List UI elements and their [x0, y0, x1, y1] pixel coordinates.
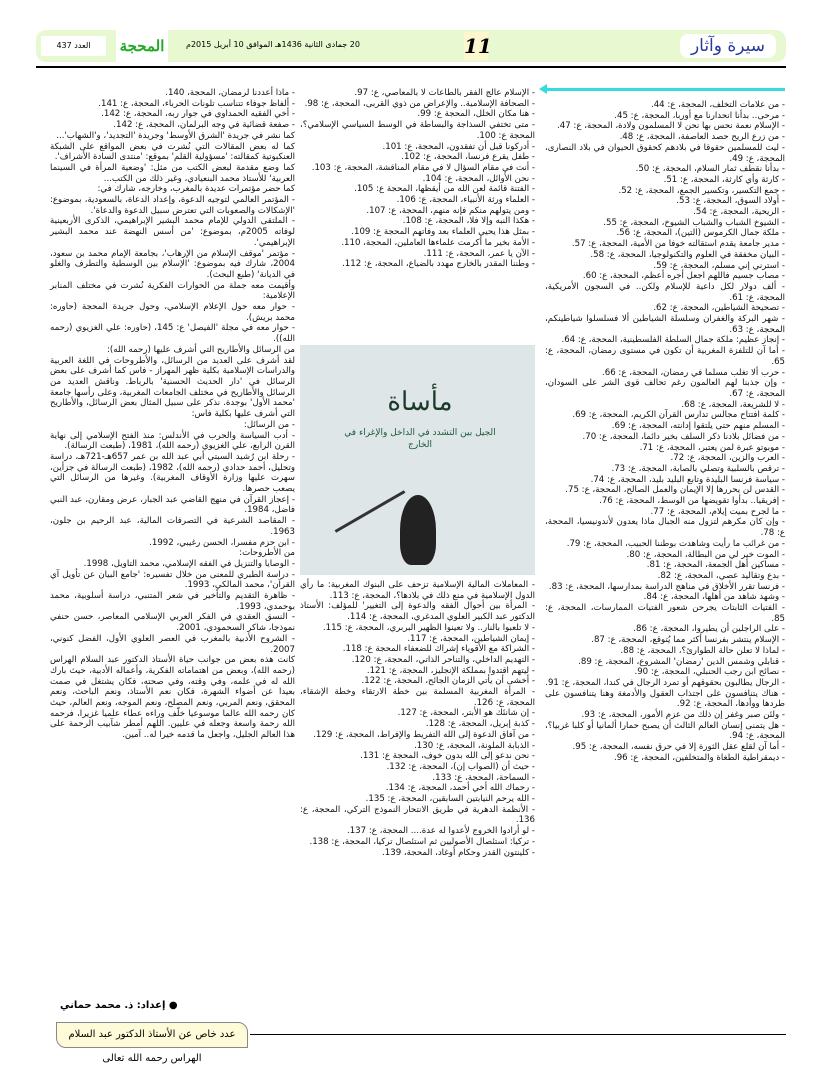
list-item: - إنجاز عظيم: ملكة جمال السلطة الفلسطينية، المحجة، ع: 64. [561, 335, 785, 346]
list-item: - على الراجلين أن يطيروا، المحجة، ع: 86. [633, 624, 785, 635]
list-item: - ما لجرح بميت إيلام، المحجة، ع: 77. [650, 506, 785, 517]
list-item: - هل يتمنى إنسان العالم الثالث أن يصبح حمارا ألمانيا أو كلبا غربيا؟، المحجة، ع: 94. [545, 720, 785, 742]
list-item: - ومن يتولهم منكم فإنه منهم، المحجة، ع: 107. [366, 205, 535, 216]
list-item: لقد أشرف على العديد من الرسائل، والأطروحات في اللغة العربية والدراسات الإسلامية بكلية ظهر المهراز - فاس كما أشرف على بعض الرسائل في 'دار الحديث الحسنية' بالرباط. وناقش العديد من الرسائل والأطاريح في مختلف الجامعات المغربية، وعلى رأسها جامعة 'محمد الأول' بوجدة. نذكر على سبيل المثال بعض الرسائل، والأطاريح التي أشرف عليها بكلية فاس: [50, 355, 295, 420]
list-item: - أخشى أن يأتي الزمان الجائح، المحجة، ع: 122. [361, 676, 535, 687]
list-item: - المسلم منهم حتى يلتقوا إدانته، المحجة، ع: 69. [611, 421, 785, 432]
list-item: - صفعة قضائية في وجه البرلمان، المحجة، ع: 142. [113, 120, 295, 131]
list-item: - إعجاز القرآن في منهج القاضي عبد الجبار، عرض ومقارن، عبد النبي فاضل، 1984. [50, 494, 295, 516]
list-item: - طفل يقرع فرنسا، المحجة، ع: 102. [401, 152, 535, 163]
list-item: - ظاهرة التقديم والتأخير في شعر المتنبي، دراسة أسلوبية، محمد بوحمدي، 1993. [50, 591, 295, 612]
list-item: - مؤتمر 'موقف الإسلام من الإرهاب'، بجامعة الإمام محمد بن سعود، 2004، شارك فيه بموضوع: 'الإسلام بين الوسطية والتطرف والغلو في الديانة' (طبع البحث). [50, 248, 295, 280]
list-item: - حوار معه حول الإعلام الإسلامي، وحول جريدة المحجة (حاوره: محمد بريش). [50, 302, 295, 323]
list-item: - الفتيات الثابتات يجرحن شعور الفتيات الممارسات، المحجة، ع: 85. [545, 603, 785, 624]
book-subtitle: الجيل بين التشدد في الداخل والإغراء في الخارج [344, 428, 496, 450]
list-item: - ألفاظ جوفاء تتناسب تلونات الحرباء، المحجة، ع: 141. [98, 98, 295, 109]
list-item: - ليتهم اقتدوا بمملكة الإنجليز، المحجة، ع: 121. [366, 665, 535, 676]
list-item: - الشيوخ الشباب والشباب الشيوخ، المحجة، ع: 55. [603, 217, 785, 228]
list-item: - إن شانئك هو الأبتر، المحجة، ع: 127. [397, 708, 535, 719]
list-item: - من الرسائل: [243, 419, 295, 430]
list-item: - المعاملات المالية الإسلامية تزحف على البنوك المغربية: ما رأي الدول الإسلامية في منع ذلك في بلادها؟، المحجة، ع: 113. [300, 580, 535, 601]
list-item: - حوار معه في مجلة 'الفيصل' ع: 145، (حاوره: علي الغزيوي (رحمه الله)). [50, 323, 295, 345]
list-item: - مصاب جسيم فاللهم اجعل أجره أعظم، المحجة، ع: 60. [582, 271, 785, 282]
list-item: - لو أرادوا الخروج لأعدوا له عدة.... المحجة، ع: 137. [346, 826, 535, 837]
footer-banner: عدد خاص عن الأستاذ الدكتور عبد السلام الهراس رحمه الله تعالى [56, 1022, 248, 1048]
header-divider [36, 66, 786, 68]
list-item: - أما آن لقلع عقل الثورة إلا في حرق نفسه، المحجة، ع: 95. [572, 742, 785, 753]
list-item: - قنابلي وشمس الدين 'رمضان' المشروع، المحجة، ع: 89. [578, 656, 785, 667]
crow-graphic [400, 495, 436, 565]
column-right [545, 100, 785, 1010]
list-item: - الصحافة الإسلامية.. والإعراض من ذوي القربى، المحجة، ع: 98. [304, 98, 535, 109]
list-item: كما نشر في جريدة 'الشرق الأوسط' وجريدة 'التجديد'، و'الشهاب'... [56, 130, 295, 141]
list-item: - كلمة افتتاح مجالس تدارس القرآن الكريم، المحجة، ع: 69. [572, 410, 785, 421]
list-item: - المؤتمر العالمي لتوجيه الدعوة، وإعداد الدعاة، بالسعودية، بموضوع: 'الإشكالات والصعوبات التي تعترض سبيل الدعوة والدعاة'. [50, 195, 295, 216]
list-item: - الشراكة مع الأقوياء إشراك للضعفاء المحجة ع: 118. [342, 644, 535, 655]
list-item: كما له بعض المقالات التي نُشرت في بعض المواقع على الشبكة العنكبوتية كمقالته: 'مسؤولية القلم' بموقع: 'منتدى السادة الأشراف'. [50, 141, 295, 163]
page-number: 11 [464, 34, 492, 58]
list-item: - الرجال يطالبون بحقوقهم أو تمرد الرجال في كندا، المحجة، ع: 91. [545, 677, 785, 688]
list-item: - الأنظمة الدهرية في طريق الانتحار النموذج التركي، المحجة، ع: 136. [300, 804, 535, 826]
list-item: - الملتقى الدولي للإمام محمد البشير الإبراهيمي، الذكرى الأربعينية لوفاته 2005م، بموضوع: 'من أسس النهضة عند محمد البشير الإبراهيمي'. [50, 216, 295, 248]
list-item: - مرحى.. بدأنا انحدارنا مع أوربا، المحجة، ع: 45. [614, 110, 785, 121]
list-item: - رحلة ابن رُشيد السبتي أبي عبد الله بن عمر 657هـ-721هـ، دراسة وتحليل، أحمد حدادي (رحمه الله)، 1982، (طبعت الرسالة في جزأين، سهرت عليها وزارة الأوقاف المغربية). وغيرها من الرسائل التي يصعب حصرها. [50, 451, 295, 495]
list-item: - بمثل هذا يحيي العلماء بعد وفاتهم المحجة ع: 109. [351, 227, 535, 238]
list-item: - الأمة بخير ما أكرمت علماءها العاملين، المحجة، 110. [341, 237, 535, 248]
list-item: - أدركونا قبل أن تفقدون، المحجة، ع: 101. [382, 141, 535, 152]
list-item: - رحماك الله أخي أحمد، المحجة، ع: 134. [385, 783, 535, 794]
list-item: - المرأة بين أحوال الفقه والدعوة إلى التغيير' للمؤلف: الأستاذ الدكتور عبد الكبير العلوي المدغري، المحجة، ع: 114. [300, 601, 535, 623]
list-item: كانت هذه بعض من جوانب حياة الأستاذ الدكتور عبد السلام الهراس (رحمه الله)، وبعض من اهتماماته الفكرية، وأعماله الأدبية، حيث بارك الله له في علمه، وفي وقته، وفي صحته، فكان يشتغل في صمت بعيدا عن أضواء الشهرة، فكان نعم الأستاذ، ونعم الباحث، ونعم المحقق، ونعم المربي، ونعم المصلح، ونعم الموجه، ونعم العالم، حيث كان رحمه الله عالما موسوعيا خلّف وراءه عطاء علميا غزيرا، فرحمه الله رحمة واسعة وجعله في عليين. اللهم أمطر شآبيب الرحمة على هذا العالم الجليل، واجعل ما قدمه خيرا له.. آمين. [50, 655, 295, 741]
list-item: - الإسلام نعمة نحس بها نحن لا المسلمون ولادة، المحجة، ع: 47. [557, 121, 785, 132]
book-cover-image [300, 345, 535, 575]
list-item: - حيث أن (الصواب إن)، المحجة، ع: 132. [386, 761, 535, 772]
list-item: - أما آن للتلفزة المغربية أن تكون في مستوى رمضان، المحجة، ع: 65. [545, 346, 785, 367]
list-item: - هنا مكان الخلل، المحجة ع: 99. [417, 109, 535, 120]
list-item: - الفتنة قائمة لعن الله من أيقظها، المحجة ع: 105. [354, 184, 535, 195]
list-item: - مساكين أهل الجمعة، المحجة، ع: 81. [646, 560, 785, 571]
list-item: - إيمان الشياطين، المحجة، ع: 117. [407, 633, 535, 644]
list-item: - الآن يا عمر، المحجة، ع: 111. [423, 248, 535, 259]
list-item: - وطننا المقدر بالخارج مهدد بالضياع، المحجة، ع: 112. [342, 259, 535, 270]
list-item: - إفريقيا.. بدأوا تقويضها من الوسط، المحجة، ع: 76. [599, 496, 785, 507]
list-item: - وشهد شاهد من أهلها، المحجة، ع: 84. [643, 592, 785, 603]
list-item: من الرسائل والأطاريح التي أشرف عليها (رحمه الله): [107, 344, 295, 355]
list-item: - هكذا النبه وإلا فلا، المحجة، ع: 108. [402, 216, 535, 227]
list-item: - كذبة إبريل، المحجة، ع: 128. [425, 719, 535, 730]
list-item: - النسق العقدي في الفكر العربي الإسلامي المعاصر، حسن حنفي نموذجا، شاكر السحمودي، 2001. [50, 612, 295, 634]
list-item: - المقاصد الشرعية في التصرفات المالية، عبد الرحيم بن جلون، 1963. [50, 516, 295, 537]
list-item: - مدير جامعة يقدم استقالته خوفا من الأمية، المحجة، ع: 57. [571, 239, 785, 250]
issue-number: العدد 437 [41, 36, 106, 56]
list-item: - من غرائب ما رأيت وشاهدت بوطننا الحبيب، المحجة، ع: 79. [566, 538, 785, 549]
list-item: - الذبابة الملونة، المحجة، ع: 130. [414, 740, 535, 751]
list-item: - الريحية، المحجة، ع: 54. [693, 207, 785, 218]
list-item: - الله يرحم النيابتين السابقين، المحجة، ع: 135. [365, 794, 535, 805]
list-item: - ليت للمسلمين حقوقا في بلادهم كحقوق الحيوان في بلاد النصارى، المحجة، ع: 49. [545, 142, 785, 164]
list-item: - تصحيحة الشياطين، المحجة، ع: 62. [653, 303, 785, 314]
list-item: - موبوتو عبرة لمن يعتبر، المحجة، ع: 71. [639, 442, 785, 453]
list-item: - من آفاق الدعوة إلى الله التفريط والإفراط، المحجة، ع: 129. [313, 729, 535, 740]
list-item: - الشروح الأدبية بالمغرب في العصر العلوي الأول، الفضل كنوني، 2007. [50, 633, 295, 655]
list-item: - ابن حزم مفسرا، الحسن رغيبي، 1992. [149, 537, 295, 548]
list-item: - تركيا: استئصال الأصوليين ثم استئصال تركيا، المحجة، ع: 138. [309, 836, 535, 847]
list-item: كما وضع مقدمة لبعض الكتب من مثل: 'وضعية المرأة في السينما العربية' للأستاذ محمد البنعيادي، وغير ذلك من الكتب... [50, 162, 295, 184]
page-header [36, 30, 786, 62]
list-item: - ماذا أعددنا لرمضان، المحجة، 140. [165, 88, 295, 98]
list-item: - شهر البركة والغفران وسلسلة الشياطين ألا فسلسلوا شياطينكم، المحجة، ع: 63. [545, 314, 785, 335]
list-item: - من فضائل بلادنا ذكر السلف بخير دائما، المحجة، ع: 70. [582, 431, 785, 442]
list-item: - أنت في مقام السؤال لا في مقام المناقشة، المحجة، ع: 103. [311, 162, 535, 173]
list-item: - ترقص بالسلبية وتصلي بالصابة، المحجة، ع: 73. [611, 463, 785, 474]
list-item: - الإسلام عالج الفقر بالطاعات لا بالمعاصي، ع: 97. [354, 88, 535, 98]
list-item: - المرأة المغربية المسلمة بين خطة الارتقاء وخطة الإشقاء، المحجة، ع: 126. [300, 687, 535, 708]
list-item: من الأطروحات: [239, 548, 295, 559]
list-item: - استرني إني مسلم، المحجة، ع: 59. [653, 260, 785, 271]
list-item: - الإسلام ينتشر بفرنسا أكثر مما يُتوقع، المحجة، ع: 87. [591, 635, 785, 646]
branch-graphic [335, 490, 406, 533]
list-item: - متى تختفي السذاجة والبساطة في الوسط السياسي الإسلامي؟، المحجة ع: 100. [300, 120, 535, 141]
list-item: - من علامات التخلف، المحجة، ع: 44. [650, 100, 785, 110]
list-item: - ديمقراطية الطغاة والمتخلفين، المحجة، ع: 96. [613, 752, 785, 763]
book-title: مأساة [387, 387, 453, 417]
column-middle-top [300, 88, 535, 270]
list-item: - حرب ألا تغلب مسلما في رمضان، المحجة، ع: 66. [602, 367, 785, 378]
list-item: - بدع وتقاليد عصي، المحجة، ع: 82. [657, 570, 785, 581]
list-item: - لماذا لا تعلن حالة الطوارئ؟، المحجة، ع: 88. [620, 645, 785, 656]
list-item: - أدب السياسة والحرب في الأندلس: منذ الفتح الإسلامي إلى نهاية القرن الرابع، علي الغزيوي (رحمه الله)، 1981، (طبعت الرسالة). [50, 430, 295, 452]
list-item: - وإن جذبنا لهم العالمون رغم تحالف قوى الشر على السودان، المحجة، ع: 67. [545, 378, 785, 399]
list-item: - ألف دولار لكل داعية للإسلام ولكن.. في السجون الأمريكية، المحجة، ع: 61. [545, 281, 785, 303]
list-item: - القدس لن يحررها إلا الإيمان والعمل الصالح، المحجة، ع: 75. [565, 485, 785, 496]
arrow-icon [545, 88, 785, 91]
list-item: - وإن كان مكرهم لتزول منه الجبال ماذا يعدون لأندونيسيا، المحجة، ع: 78. [545, 517, 785, 539]
list-item: - التهديم الداخلي، والتناحر الذاتي، المحجة، ع: 120. [351, 654, 535, 665]
list-item: - كارثة وأي كارثة، المحجة، ع: 51. [663, 174, 785, 185]
list-item: - لا للشريعة، المحجة، ع: 68. [681, 399, 785, 410]
list-item: - هناك يتنافسون على اجتذاب العقول والأدمغة وهنا يتنافسون على طردها ووأدها، المحجة، ع: 92. [545, 688, 785, 710]
list-item: - فرنسا تقرر الأخلاق في مناهج الدراسة بمدارسها، المحجة، ع: 83. [548, 581, 785, 592]
list-item: - كلينتون القدر وحكام أوغاد، المحجة، 139. [382, 847, 535, 858]
list-item: - من زرع الريح حصد العاصفة، المحجة، ع: 48. [619, 132, 785, 143]
list-item: - ولئن صبر وغفر إن ذلك من عزم الأمور، المحجة، ع: 93. [581, 710, 785, 721]
section-title: سيرة وآثار [680, 34, 776, 58]
list-item: - سياسة فرنسا البليدة وتابع البليد بليد، المحجة، ع: 74. [590, 474, 785, 485]
list-item: - العلماء ورثة الأنبياء، المحجة، ع: 106. [396, 195, 535, 206]
issue-date: 20 جمادى الثانية 1436هـ الموافق 10 أبريل 2015م [186, 40, 360, 49]
column-middle-bottom [300, 580, 535, 858]
list-item: - نحن الأوائل، المحجة، ع: 104. [422, 173, 535, 184]
list-item: وأقيمت معه جملة من الحوارات الفكرية نُشرت في مختلف المنابر الإعلامية: [50, 280, 295, 302]
list-item: - نصائح ابن رجب الحنبلي، المحجة، ع: 90. [634, 667, 785, 678]
list-item: - السماحة، المحجة، ع: 133. [432, 772, 535, 783]
list-item: - جمع التكسير، وتكسير الجمع، المحجة، ع: 52. [618, 185, 785, 196]
footer-divider [250, 1034, 786, 1035]
list-item: - الموت خير لي من البطالة، المحجة، ع: 80. [626, 549, 785, 560]
list-item: - ملكة جمال الكرموس (التين)، المحجة، ع: 56. [616, 228, 785, 239]
list-item: - الوصايا والتنزيل في الفقه الإسلامي، محمد التاويل، 1998. [83, 558, 295, 569]
column-left [50, 88, 295, 741]
list-item: - نحن ندعو إلى الله بدون خوف، المحجة ع: 131. [360, 751, 535, 762]
newspaper-logo: المحجة [116, 30, 168, 62]
list-item: - البيان مخفقة في العلوم والتكنولوجيا، المحجة، ع: 58. [590, 249, 785, 260]
list-item: - دراسة الطبري للمعنى من خلال تفسيره: 'جامع البيان عن تأويل آي القرآن'، محمد المالكي، 1993. [50, 569, 295, 591]
list-item: - بدأنا نقطف ثمار السلام، المحجة، ع: 50. [635, 164, 785, 175]
list-item: - لا تلعبوا بالنار.. ولا تعينوا الظهير البربري، المحجة، ع: 115. [322, 622, 535, 633]
author-credit: ● إعداد: ذ. محمد حماني [60, 1000, 178, 1011]
list-item: - أخي الفقيه الحمداوي في جوار ربه، المحجة، ع: 142. [101, 109, 295, 120]
list-item: - العرب والزين، المحجة، ع: 72. [670, 453, 785, 464]
list-item: - أولاد السوق، المحجة، ع: 53. [676, 196, 785, 207]
list-item: كما حضر مؤتمرات عديدة بالمغرب، وخارجه، شارك في: [97, 184, 295, 195]
